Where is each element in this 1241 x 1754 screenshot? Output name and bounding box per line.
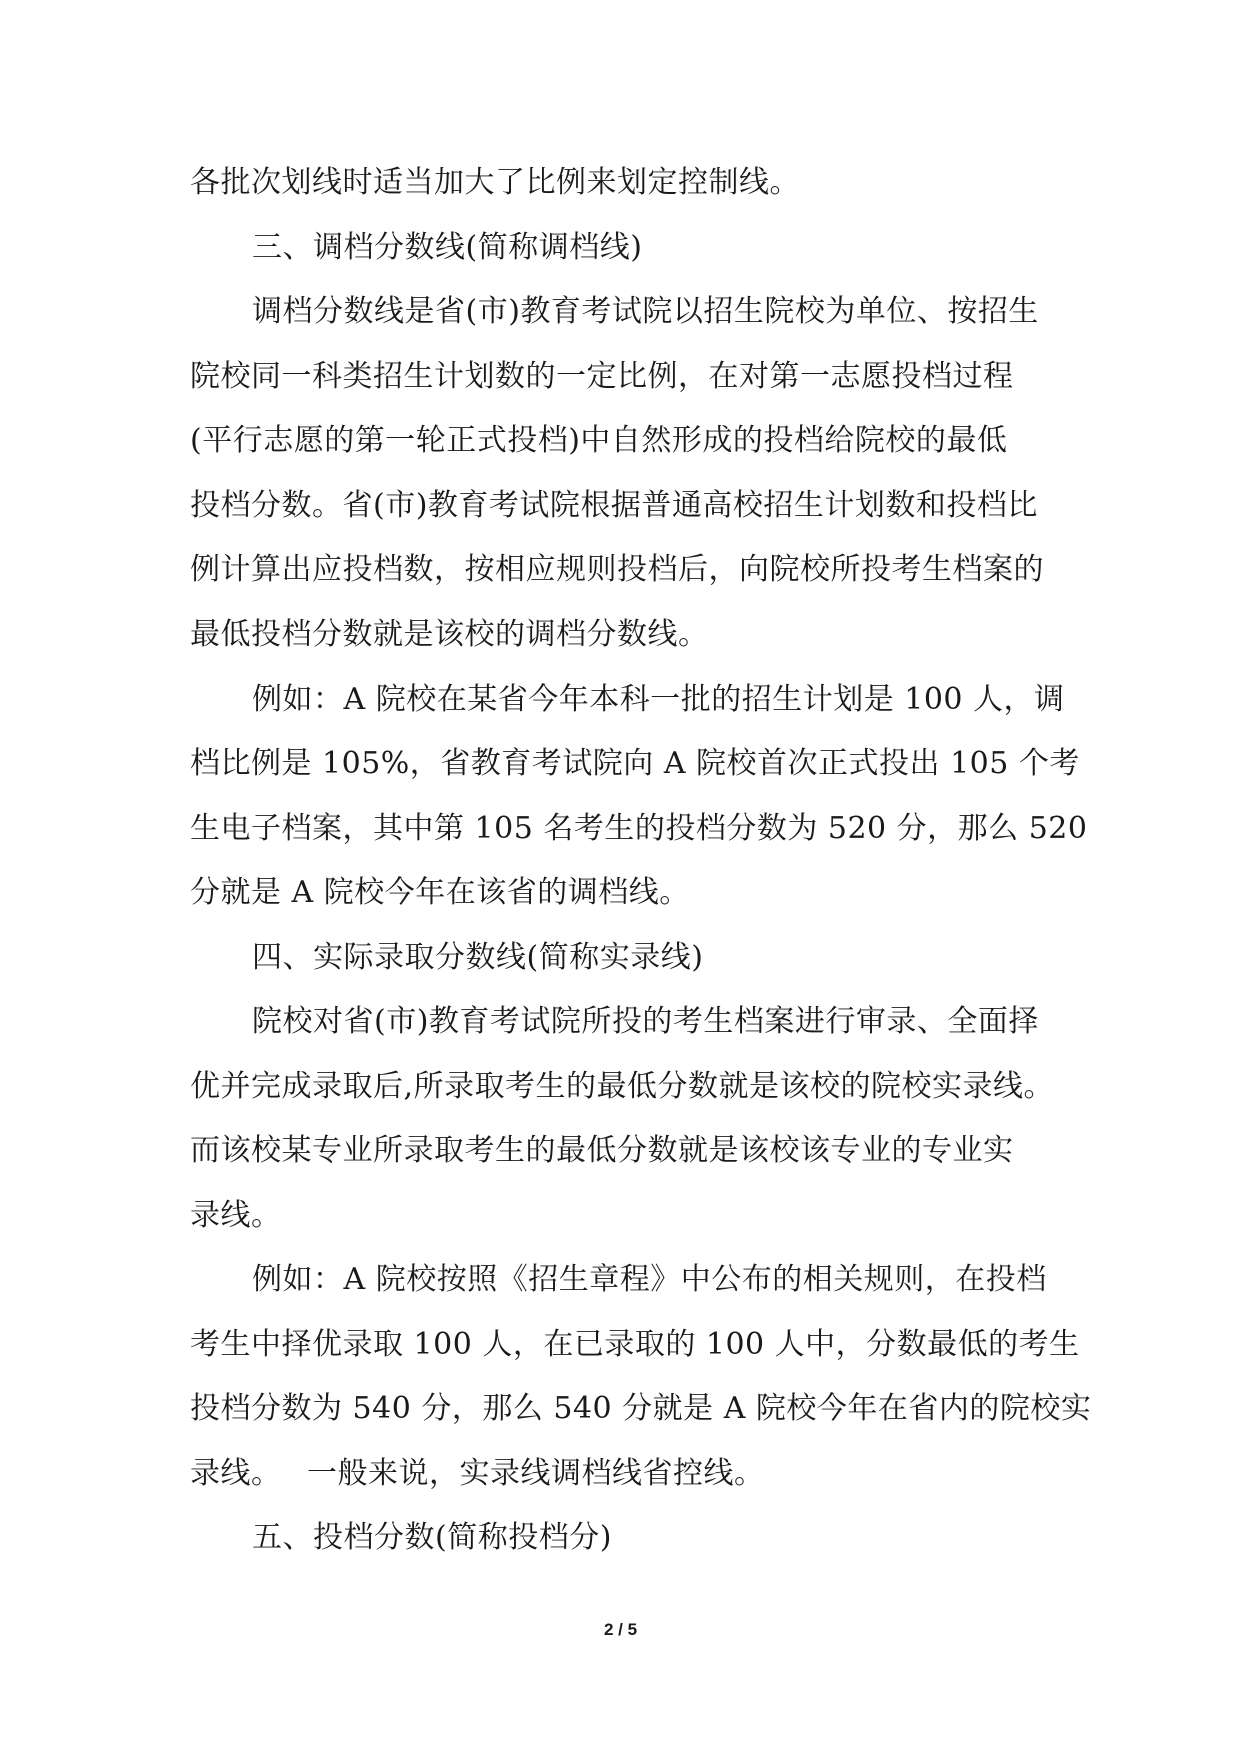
paragraph-line: 最低投档分数就是该校的调档分数线。 <box>190 617 709 652</box>
paragraph-line: 档比例是 105%，省教育考试院向 A 院校首次正式投出 105 个考 <box>190 746 1080 781</box>
section-heading: 四、实际录取分数线(简称实录线) <box>252 940 704 975</box>
paragraph-line: 生电子档案，其中第 105 名考生的投档分数为 520 分，那么 520 <box>190 811 1088 846</box>
paragraph-line: 录线。 一般来说，实录线调档线省控线。 <box>190 1456 765 1491</box>
page-number: 2 / 5 <box>603 1620 638 1639</box>
paragraph-line: 例如：A 院校在某省今年本科一批的招生计划是 100 人，调 <box>252 682 1065 717</box>
section-heading: 五、投档分数(简称投档分) <box>252 1520 612 1555</box>
paragraph-line: 投档分数为 540 分，那么 540 分就是 A 院校今年在省内的院校实 <box>190 1391 1092 1426</box>
paragraph-line: 例计算出应投档数，按相应规则投档后，向院校所投考生档案的 <box>190 552 1044 587</box>
paragraph-line: 院校对省(市)教育考试院所投的考生档案进行审录、全面择 <box>252 1004 1039 1039</box>
paragraph-line: (平行志愿的第一轮正式投档)中自然形成的投档给院校的最低 <box>190 423 1008 458</box>
paragraph-line: 分就是 A 院校今年在该省的调档线。 <box>190 875 690 910</box>
paragraph-line: 考生中择优录取 100 人，在已录取的 100 人中，分数最低的考生 <box>190 1327 1080 1362</box>
paragraph-line: 录线。 <box>190 1198 282 1233</box>
section-heading: 三、调档分数线(简称调档线) <box>252 230 643 265</box>
paragraph-line: 例如：A 院校按照《招生章程》中公布的相关规则，在投档 <box>252 1262 1047 1297</box>
paragraph-line: 投档分数。省(市)教育考试院根据普通高校招生计划数和投档比 <box>190 488 1038 523</box>
paragraph-line: 各批次划线时适当加大了比例来划定控制线。 <box>190 165 800 200</box>
paragraph-line: 调档分数线是省(市)教育考试院以招生院校为单位、按招生 <box>252 294 1039 329</box>
paragraph-line: 院校同一科类招生计划数的一定比例，在对第一志愿投档过程 <box>190 359 1014 394</box>
paragraph-line: 优并完成录取后,所录取考生的最低分数就是该校的院校实录线。 <box>190 1069 1055 1104</box>
paragraph-line: 而该校某专业所录取考生的最低分数就是该校该专业的专业实 <box>190 1133 1014 1168</box>
